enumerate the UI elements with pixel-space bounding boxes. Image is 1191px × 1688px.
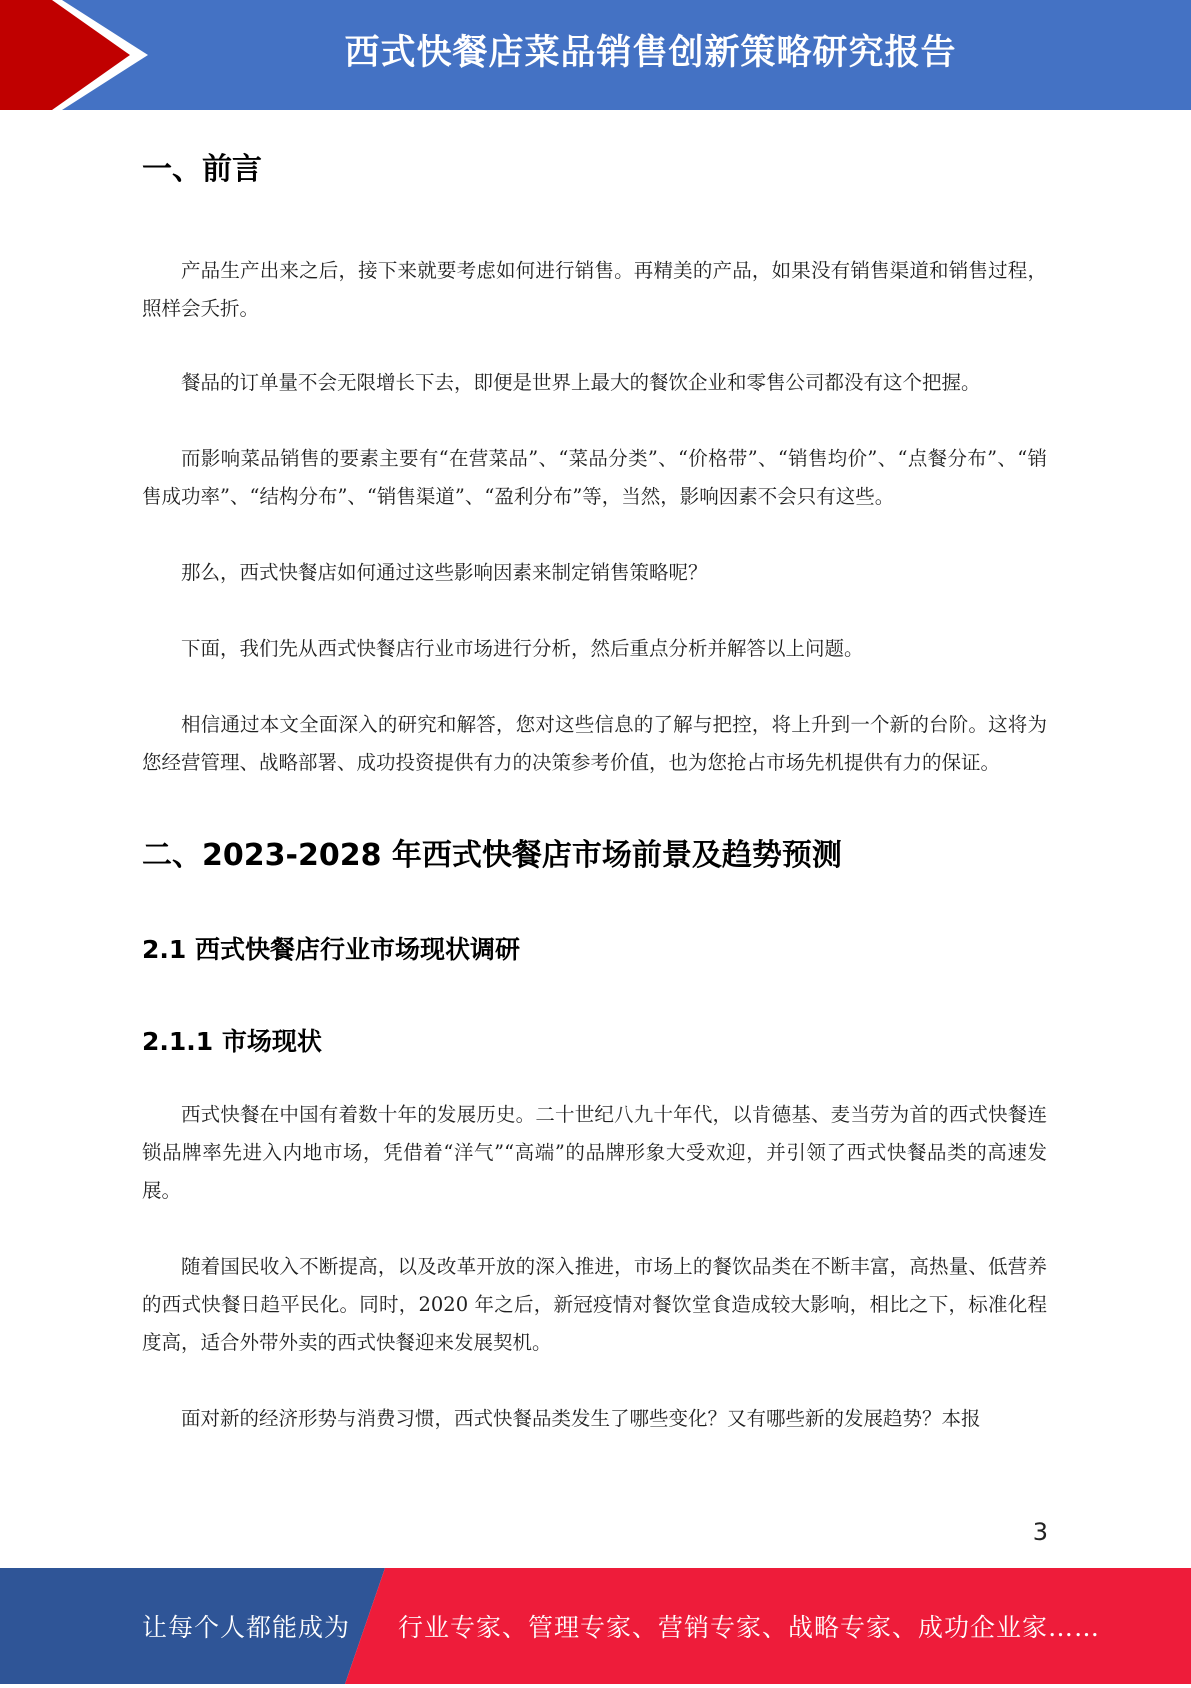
section-heading-forecast: 二、2023-2028 年西式快餐店市场前景及趋势预测 <box>142 838 842 873</box>
paragraph: 下面，我们先从西式快餐店行业市场进行分析，然后重点分析并解答以上问题。 <box>181 637 864 660</box>
subsection-heading: 2.1 西式快餐店行业市场现状调研 <box>142 935 520 964</box>
section-heading-preface: 一、前言 <box>142 152 262 187</box>
footer-slogan-right: 行业专家、管理专家、营销专家、战略专家、成功企业家…… <box>398 1613 1101 1642</box>
header-band <box>0 0 1191 110</box>
report-title: 西式快餐店菜品销售创新策略研究报告 <box>344 33 957 73</box>
footer-slogan-left: 让每个人都能成为 <box>142 1613 351 1642</box>
paragraph: 相信通过本文全面深入的研究和解答，您对这些信息的了解与把控，将上升到一个新的台阶。这将为您经营管理、战略部署、成功投资提供有力的决策参考价值，也为您抢占市场先机提供有力的保证。 <box>142 713 1047 774</box>
paragraph: 餐品的订单量不会无限增长下去，即便是世界上最大的餐饮企业和零售公司都没有这个把握。 <box>181 371 981 394</box>
subsubsection-heading: 2.1.1 市场现状 <box>142 1027 322 1056</box>
red-chevron-decoration <box>0 0 160 110</box>
paragraph: 随着国民收入不断提高，以及改革开放的深入推进，市场上的餐饮品类在不断丰富，高热量、低营养的西式快餐日趋平民化。同时，2020 年之后，新冠疫情对餐饮堂食造成较大影响，相比之下，标准化程度高，适合外带外卖的西式快餐迎来发展契机。 <box>142 1255 1047 1354</box>
page-number: 3 <box>1032 1518 1048 1546</box>
paragraph: 而影响菜品销售的要素主要有“在营菜品”、“菜品分类”、“价格带”、“销售均价”、“点餐分布”、“销售成功率”、“结构分布”、“销售渠道”、“盈利分布”等，当然，影响因素不会只有这些。 <box>142 447 1047 508</box>
document-body <box>142 110 1047 1438</box>
paragraph: 西式快餐在中国有着数十年的发展历史。二十世纪八九十年代，以肯德基、麦当劳为首的西式快餐连锁品牌率先进入内地市场，凭借着“洋气”“高端”的品牌形象大受欢迎，并引领了西式快餐品类的高速发展。 <box>142 1103 1047 1202</box>
footer-band <box>0 1568 1191 1684</box>
paragraph: 面对新的经济形势与消费习惯，西式快餐品类发生了哪些变化？又有哪些新的发展趋势？本报 <box>181 1407 981 1430</box>
paragraph: 产品生产出来之后，接下来就要考虑如何进行销售。再精美的产品，如果没有销售渠道和销售过程，照样会夭折。 <box>142 259 1047 320</box>
paragraph: 那么，西式快餐店如何通过这些影响因素来制定销售策略呢？ <box>181 561 708 584</box>
